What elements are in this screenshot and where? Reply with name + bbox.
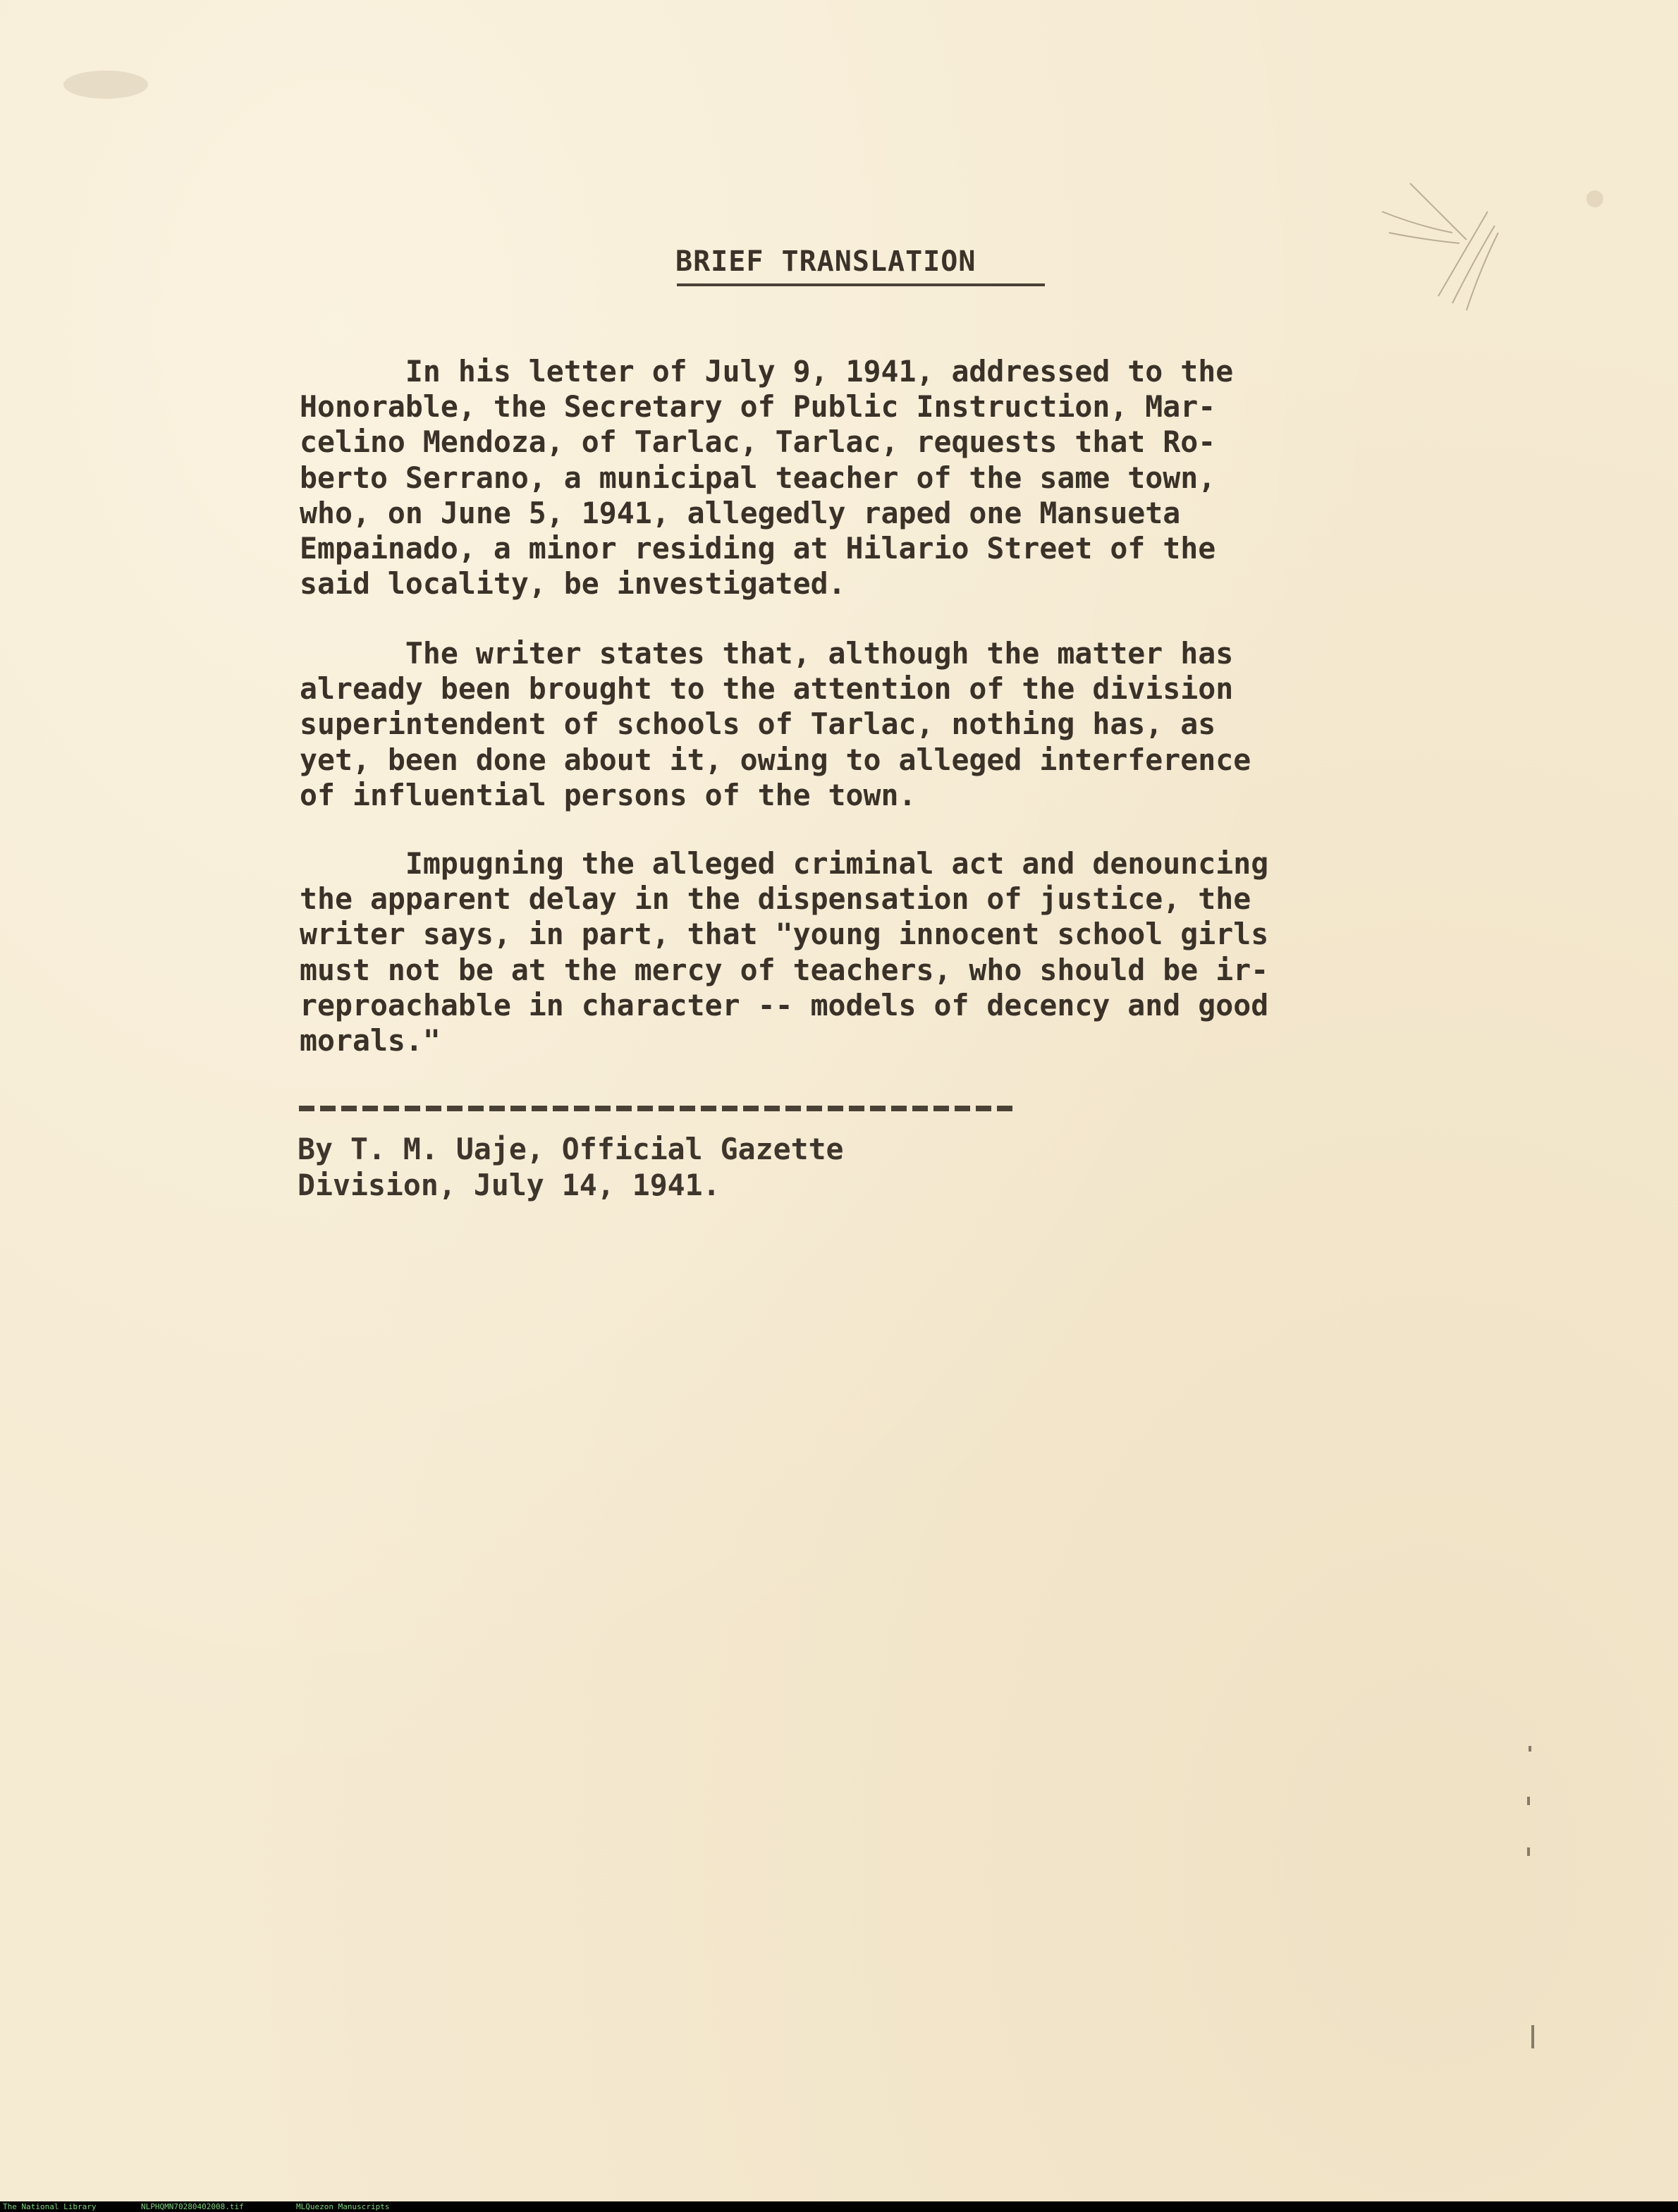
signature-block: By T. M. Uaje, Official Gazette Division, July 14, 1941. xyxy=(298,1132,844,1202)
scan-footer xyxy=(0,2201,1678,2212)
paragraph-2: The writer states that, although the matter has already been brought to the attention of the division superintendent of schools of Tarlac, nothing has, as yet, been done about it, owing to alleged interference of influential persons of the town. xyxy=(300,636,1251,812)
paragraph-3: Impugning the alleged criminal act and denouncing the apparent delay in the dispensation of justice, the writer says, in part, that "young innocent school girls must not be at the mercy of teachers, who should be ir- reproachable in character -- models of decency and good morals." xyxy=(300,846,1269,1058)
footer-collection: MLQuezon Manuscripts xyxy=(296,2202,390,2211)
footer-file: NLPHQMN70280402008.tif xyxy=(141,2202,244,2211)
document-title: BRIEF TRANSLATION xyxy=(675,245,976,278)
paragraph-1: In his letter of July 9, 1941, addressed to the Honorable, the Secretary of Public Instruction, Mar- celino Mendoza, of Tarlac, Tarlac, requests that Ro- berto Serrano, a municipal teacher of the same town, who, on June 5, 1941, allegedly raped one Mansueta Empainado, a minor residing at Hilario Street of the said locality, be investigated. xyxy=(300,354,1234,601)
footer-library: The National Library xyxy=(3,2202,97,2211)
title-underline xyxy=(677,283,1045,286)
separator-rule xyxy=(299,1106,1012,1111)
